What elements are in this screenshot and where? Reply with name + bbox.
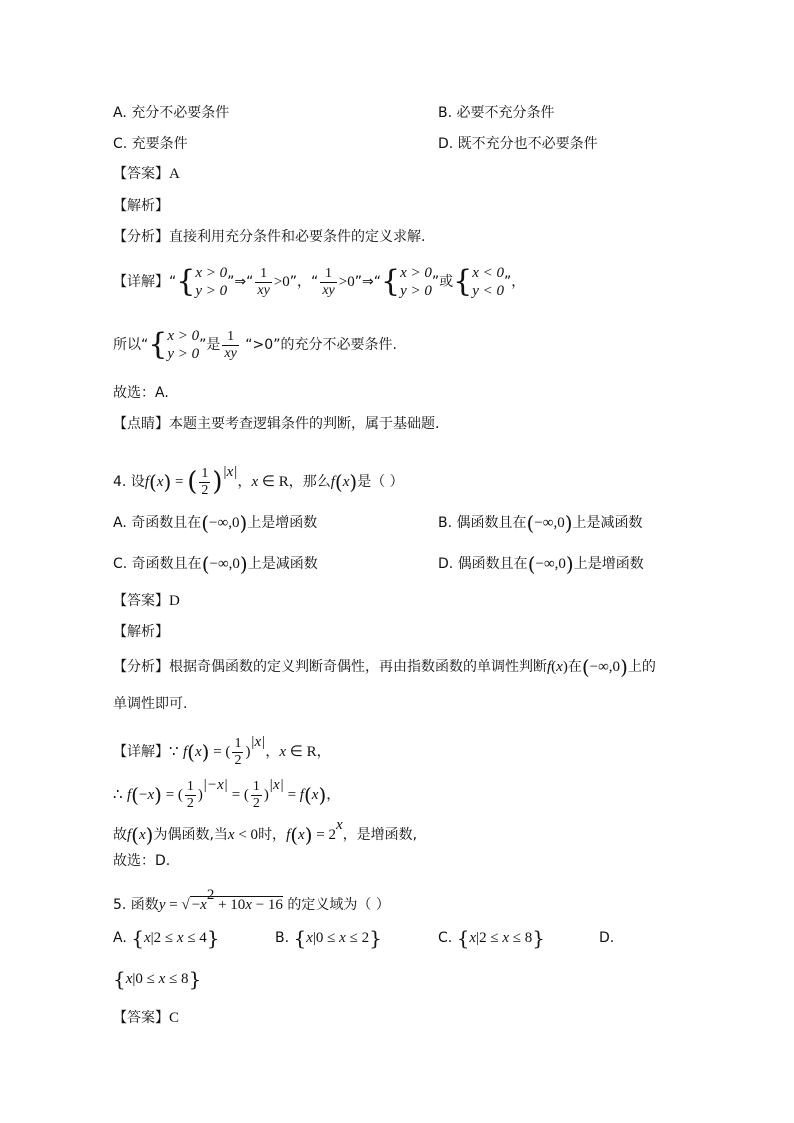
q4-option-c-text: C. 奇函数且在 — [113, 556, 202, 572]
q5-stem-suffix: 的定义域为（ ） — [287, 897, 390, 913]
q4-option-a: A. 奇函数且在(−∞,0)上是增函数 — [113, 511, 318, 535]
shi-text: ”是 — [199, 337, 221, 353]
q3-dianjing — [113, 414, 439, 434]
q4-stem-prefix: 4. 设 — [113, 474, 145, 490]
q4-conclusion: 故f(x)为偶函数,当x < 0时，$f(x) = 2^x$，是增函数, — [113, 817, 418, 847]
q4-option-d-text: D. 偶函数且在 — [438, 556, 528, 572]
q5-option-d: {x|0 ≤ x ≤ 8} — [113, 967, 202, 991]
answer-value: D — [169, 593, 180, 609]
q4-stem-comma: ， — [237, 474, 252, 490]
answer-label: 【答案】 — [113, 593, 169, 609]
q4-fenxi-cont: 单调性即可. — [113, 696, 188, 712]
q3-guxuan: 故选：A. — [113, 385, 169, 401]
q4-fenxi: 【分析】根据奇偶函数的定义判断奇偶性，再由指数函数的单调性判断f(x)在(−∞,0)上的 — [113, 655, 656, 679]
gu-mid: 为偶函数,当 — [153, 827, 228, 843]
fenxi-label: 【分析】 — [113, 229, 169, 245]
dianjing-text: 本题主要考查逻辑条件的判断，属于基础题. — [169, 416, 440, 432]
gu-mid2: 时， — [258, 827, 287, 843]
fenxi-text: 直接利用充分条件和必要条件的定义求解. — [169, 229, 426, 245]
q4-option-d: D. 偶函数且在(−∞,0)上是增函数 — [438, 552, 644, 576]
fenxi-text-1b: 在 — [567, 659, 582, 675]
answer-label: 【答案】 — [113, 1010, 169, 1026]
q5-option-c: C. {x|2 ≤ x ≤ 8} — [438, 926, 545, 950]
suoyi-text: 所以“ — [113, 337, 149, 353]
q3-option-a: A. 充分不必要条件 — [113, 105, 230, 121]
q3-option-d: D. 既不充分也不必要条件 — [438, 136, 598, 152]
q4-option-c: C. 奇函数且在(−∞,0)上是减函数 — [113, 552, 318, 576]
q5-option-c-label: C. — [438, 930, 453, 946]
q4-derivation: ∴ f(−x) = ( $\frac{1}{2}$ )$^{|-x|}$ = ( $\frac{1}{2}$ )$^{|x|}$ = f(x)， — [113, 777, 341, 811]
dianjing-label: 【点睛】 — [113, 416, 169, 432]
q4-option-b-text: B. 偶函数且在 — [438, 515, 527, 531]
xiangjie-label: 【详解】 — [113, 744, 169, 760]
q3-jiexi-heading: 【解析】 — [113, 198, 169, 214]
q4-stem: 4. 设f(x) = ( $\frac{1}{2}$ )$^{|x|}$，x ∈ R，那么f(x)是（ ） — [113, 464, 404, 498]
answer-value: C — [169, 1010, 180, 1026]
de-text: “>0”的充分不必要条件. — [245, 337, 397, 353]
q4-option-b: B. 偶函数且在(−∞,0)上是减函数 — [438, 511, 643, 535]
q4-stem-suffix: ，那么 — [288, 474, 331, 490]
q4-option-a-text: A. 奇函数且在 — [113, 515, 202, 531]
q4-option-a-tail: 上是增函数 — [247, 515, 318, 531]
answer-label: 【答案】 — [113, 166, 169, 182]
q5-stem-prefix: 5. 函数 — [113, 897, 159, 913]
q5-option-d-label: D. — [599, 930, 615, 946]
q3-xiangjie: 【详解】“{ x > 0 y > 0 ”⇒“ $\frac{1}{xy}$ >0”，“ $\frac{1}{xy}$ >0”⇒“{ x > 0 y > 0 ”或{ x < 0 y < 0 ”， — [113, 264, 526, 299]
q5-option-b: B. {x|0 ≤ x ≤ 2} — [275, 926, 382, 950]
q4-guxuan: 故选：D. — [113, 853, 171, 869]
q4-xiangjie: 【详解】∵ f(x) = ( $\frac{1}{2}$ )$^{|x|}$，x ∈ R， — [113, 734, 331, 768]
q3-fenxi — [113, 227, 425, 247]
xiangjie-label: 【详解】 — [113, 274, 169, 290]
answer-value: A — [169, 166, 180, 182]
fenxi-text-1: 根据奇偶函数的定义判断奇偶性，再由指数函数的单调性判断 — [169, 659, 547, 675]
q4-option-b-tail: 上是减函数 — [572, 515, 643, 531]
q3-option-c: C. 充要条件 — [113, 136, 188, 152]
q5-option-b-label: B. — [275, 930, 290, 946]
q4-shi-paren: 是（ ） — [357, 474, 404, 490]
fenxi-label: 【分析】 — [113, 659, 169, 675]
q3-option-b: B. 必要不充分条件 — [438, 105, 555, 121]
gu-tail: ，是增函数, — [342, 827, 418, 843]
q3-answer — [113, 164, 180, 184]
q5-option-a-label: A. — [113, 930, 127, 946]
q4-option-c-tail: 上是减函数 — [247, 556, 318, 572]
q4-jiexi-heading: 【解析】 — [113, 624, 169, 640]
q5-answer — [113, 1008, 179, 1028]
gu-prefix: 故 — [113, 827, 127, 843]
q3-conclusion: 所以“{ x > 0 y > 0 ”是 $\frac{1}{xy}$ “>0”的充分不必要条件. — [113, 327, 397, 362]
q5-option-a: A. {x|2 ≤ x ≤ 4} — [113, 926, 220, 950]
q4-option-d-tail: 上是增函数 — [573, 556, 644, 572]
q5-stem: 5. 函数y = √ $-x^2 + 10x - 16$ 的定义域为（ ） — [113, 887, 390, 913]
q4-answer — [113, 591, 180, 611]
fenxi-text-1c: 上的 — [627, 659, 656, 675]
